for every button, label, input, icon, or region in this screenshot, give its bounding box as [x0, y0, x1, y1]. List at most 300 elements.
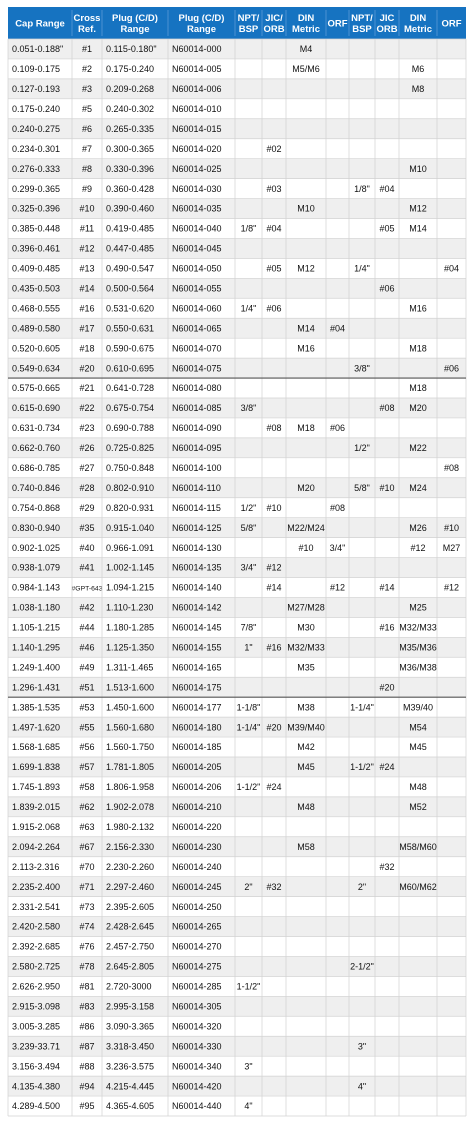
cell-plug-range-part: N60014-100	[172, 463, 222, 474]
cell-cross-ref: #70	[79, 861, 95, 872]
table-row	[8, 976, 466, 996]
cell-plug-range-part: N60014-145	[172, 622, 222, 633]
cell-din-metric: M20	[297, 482, 315, 493]
row-background	[8, 438, 466, 458]
cell-orf-2: #10	[443, 522, 460, 533]
table-row	[8, 199, 466, 219]
cell-din-metric-2: M54	[409, 722, 427, 733]
cell-cross-ref: #58	[79, 782, 95, 793]
row-background	[8, 637, 466, 657]
cell-jic-orb-2: #04	[379, 183, 395, 194]
table-row	[8, 597, 466, 617]
cell-cap-range: 0.575-0.665	[12, 383, 61, 394]
cell-plug-range-part: N60014-015	[172, 123, 222, 134]
cell-cross-ref: #51	[79, 682, 95, 693]
row-background	[8, 917, 466, 937]
row-background	[8, 398, 466, 418]
cell-din-metric-2: M18	[409, 343, 427, 354]
cell-cap-range: 1.915-2.068	[12, 822, 61, 833]
cell-plug-range-part: N60014-285	[172, 981, 222, 992]
table-row	[8, 238, 466, 258]
cell-cap-range: 0.109-0.175	[12, 64, 61, 75]
cell-plug-range: 0.915-1.040	[106, 522, 155, 533]
cell-cross-ref: #81	[79, 981, 95, 992]
cell-plug-range-part: N60014-055	[172, 283, 222, 294]
table-row	[8, 358, 466, 378]
cell-cross-ref: #8	[81, 163, 93, 174]
cell-plug-range-part: N60014-270	[172, 941, 222, 952]
cell-npt-bsp-2: 3"	[357, 1041, 367, 1052]
cell-plug-range-part: N60014-265	[172, 921, 222, 932]
cell-cross-ref: #88	[79, 1061, 95, 1072]
cell-npt-bsp-2: 1/2"	[354, 443, 370, 454]
cell-din-metric-2: M25	[409, 602, 427, 613]
header-orf	[327, 19, 347, 30]
table-row	[8, 119, 466, 139]
cell-cap-range: 0.127-0.193	[12, 84, 61, 95]
header-text: Ref.	[78, 24, 96, 35]
table-row	[8, 578, 466, 598]
cell-cap-range: 1.038-1.180	[12, 602, 61, 613]
table-row	[8, 737, 466, 757]
cell-cross-ref: #3	[81, 84, 93, 95]
cell-plug-range: 0.690-0.788	[106, 423, 155, 434]
header-npt-bsp	[238, 13, 260, 35]
cell-cross-ref: #35	[79, 522, 95, 533]
row-background	[8, 1096, 466, 1116]
header-text: Cross	[73, 13, 101, 24]
cell-cross-ref: #40	[79, 542, 95, 553]
row-background	[8, 657, 466, 677]
cell-cap-range: 2.420-2.580	[12, 921, 61, 932]
header-text: Metric	[404, 24, 432, 35]
row-background	[8, 199, 466, 219]
cell-cross-ref: #23	[79, 423, 95, 434]
table-row	[8, 179, 466, 199]
cell-plug-range-part: N60014-250	[172, 901, 222, 912]
cell-din-metric-2: M16	[409, 303, 427, 314]
row-background	[8, 797, 466, 817]
cell-plug-range: 2.457-2.750	[106, 941, 155, 952]
cell-plug-range-part: N60014-005	[172, 64, 222, 75]
table-row	[8, 697, 466, 717]
cell-cross-ref: #11	[79, 223, 95, 234]
header-npt-bsp-2	[351, 13, 373, 35]
cell-cross-ref: #1	[81, 44, 93, 55]
cell-cross-ref: #56	[79, 742, 95, 753]
row-background	[8, 258, 466, 278]
row-background	[8, 358, 466, 378]
row-background	[8, 418, 466, 438]
row-background	[8, 597, 466, 617]
cell-plug-range: 1.110-1.230	[106, 602, 154, 613]
cell-cap-range: 1.699-1.838	[12, 762, 61, 773]
cell-din-metric-2: M10	[409, 163, 427, 174]
cell-npt-bsp: 1-1/4"	[236, 722, 261, 733]
cell-cap-range: 0.299-0.365	[12, 183, 61, 194]
cell-din-metric-2: M45	[409, 742, 427, 753]
cell-plug-range-part: N60014-220	[172, 822, 222, 833]
cell-din-metric-2: M35/M36	[399, 642, 437, 653]
cell-plug-range: 1.902-2.078	[106, 802, 155, 813]
cell-plug-range: 1.560-1.680	[106, 722, 155, 733]
row-background	[8, 1076, 466, 1096]
cell-din-metric-2: M48	[409, 782, 427, 793]
row-background	[8, 338, 466, 358]
row-background	[8, 119, 466, 139]
row-background	[8, 817, 466, 837]
cell-din-metric: M35	[297, 662, 315, 673]
cell-npt-bsp: 1-1/2"	[236, 782, 261, 793]
header-text: BSP	[352, 24, 372, 35]
cell-plug-range: 0.550-0.631	[106, 323, 155, 334]
row-background	[8, 378, 466, 398]
cell-jic-orb: #05	[266, 263, 282, 274]
cell-plug-range: 1.311-1.465	[106, 662, 154, 673]
row-background	[8, 558, 466, 578]
cell-plug-range-part: N60014-125	[172, 522, 222, 533]
cell-npt-bsp-2: 1-1/2"	[350, 762, 374, 773]
header-text: ORB	[263, 24, 285, 35]
cell-plug-range: 2.720-3000	[106, 981, 152, 992]
table-row	[8, 996, 466, 1016]
table-row	[8, 79, 466, 99]
cell-plug-range-part: N60014-420	[172, 1081, 222, 1092]
table-row	[8, 837, 466, 857]
cell-plug-range: 1.806-1.958	[106, 782, 155, 793]
cell-cross-ref: #42	[79, 602, 95, 613]
cell-jic-orb: #32	[266, 881, 282, 892]
cell-plug-range: 0.966-1.091	[106, 542, 155, 553]
cell-plug-range: 0.330-0.396	[106, 163, 155, 174]
cell-jic-orb-2: #06	[379, 283, 395, 294]
cell-cross-ref: #28	[79, 482, 95, 493]
cell-cap-range: 0.175-0.240	[12, 104, 61, 115]
cell-plug-range: 0.115-0.180"	[106, 44, 157, 55]
cell-cap-range: 1.105-1.215	[12, 622, 61, 633]
header-cap-range	[15, 19, 65, 30]
cell-cap-range: 0.686-0.785	[12, 463, 61, 474]
cell-cap-range: 1.385-1.535	[12, 702, 61, 713]
cell-cross-ref: #14	[79, 283, 95, 294]
cell-cross-ref: #86	[79, 1021, 95, 1032]
cell-cap-range: 0.385-0.448	[12, 223, 61, 234]
cell-cross-ref: #21	[79, 383, 95, 394]
cell-plug-range: 1.094-1.215	[106, 582, 155, 593]
row-background	[8, 617, 466, 637]
cell-din-metric: M32/M33	[287, 642, 325, 653]
cell-cap-range: 2.580-2.725	[12, 961, 61, 972]
cell-din-metric: M22/M24	[287, 522, 325, 533]
cell-plug-range: 3.318-3.450	[106, 1041, 155, 1052]
table-row	[8, 757, 466, 777]
cell-plug-range-part: N60014-205	[172, 762, 222, 773]
row-background	[8, 179, 466, 199]
cell-cross-ref: #78	[79, 961, 95, 972]
cell-plug-range: 0.725-0.825	[106, 443, 155, 454]
cell-plug-range: 1.560-1.750	[106, 742, 155, 753]
cell-cross-ref: #46	[79, 642, 95, 653]
cell-orf: 3/4"	[329, 542, 346, 553]
cell-jic-orb: #04	[266, 223, 282, 234]
cell-plug-range: 0.675-0.754	[106, 403, 155, 414]
cell-cross-ref: #41	[79, 562, 95, 573]
row-background	[8, 278, 466, 298]
cell-plug-range-part: N60014-320	[172, 1021, 222, 1032]
cell-cross-ref: #83	[79, 1001, 95, 1012]
header-text: DIN	[297, 13, 315, 24]
cell-cap-range: 0.468-0.555	[12, 303, 61, 314]
cell-cross-ref: #20	[79, 363, 95, 374]
cell-cap-range: 0.520-0.605	[12, 343, 61, 354]
cell-npt-bsp: 1/8"	[240, 223, 257, 234]
cell-jic-orb: #12	[266, 562, 282, 573]
cell-plug-range-part: N60014-045	[172, 243, 222, 254]
cell-plug-range: 0.590-0.675	[106, 343, 155, 354]
cell-npt-bsp-2: 1-1/4"	[350, 702, 374, 713]
cell-plug-range-part: N60014-020	[172, 143, 222, 154]
table-row	[8, 797, 466, 817]
cell-cross-ref: #53	[79, 702, 95, 713]
cell-plug-range: 2.230-2.260	[106, 861, 155, 872]
cell-din-metric: M38	[297, 702, 315, 713]
header-text: ORB	[376, 24, 398, 35]
cell-plug-range: 2.428-2.645	[106, 921, 155, 932]
cell-plug-range-part: N60014-140	[172, 582, 222, 593]
cell-din-metric-2: M20	[409, 403, 427, 414]
cell-cap-range: 1.497-1.620	[12, 722, 61, 733]
cell-plug-range-part: N60014-130	[172, 542, 222, 553]
cell-cap-range: 0.830-0.940	[12, 522, 61, 533]
cell-plug-range: 2.645-2.805	[106, 961, 155, 972]
cell-plug-range: 0.610-0.695	[106, 363, 155, 374]
table-row	[8, 398, 466, 418]
cell-cap-range: 0.984-1.143	[12, 582, 61, 593]
cell-cross-ref: #26	[79, 443, 95, 454]
cell-plug-range: 2.156-2.330	[106, 841, 155, 852]
cell-cap-range: 2.626-2.950	[12, 981, 61, 992]
cell-cross-ref: #73	[79, 901, 95, 912]
table-row	[8, 1056, 466, 1076]
header-text: BSP	[238, 24, 259, 35]
cell-cap-range: 2.094-2.264	[12, 841, 61, 852]
cell-plug-range: 0.820-0.931	[106, 502, 155, 513]
table-row	[8, 99, 466, 119]
table-row	[8, 558, 466, 578]
row-background	[8, 39, 466, 59]
header-orf-2	[441, 19, 461, 30]
cell-cap-range: 0.489-0.580	[12, 323, 61, 334]
cell-din-metric: M5/M6	[292, 64, 320, 75]
row-background	[8, 139, 466, 159]
cell-jic-orb: #02	[266, 143, 282, 154]
cell-din-metric-2: M58/M60	[399, 841, 437, 852]
table-row	[8, 378, 466, 398]
cell-npt-bsp-2: 3/8"	[354, 363, 370, 374]
cell-plug-range: 0.209-0.268	[106, 84, 155, 95]
table-row	[8, 817, 466, 837]
cell-npt-bsp: 1-1/2"	[236, 981, 261, 992]
cell-cross-ref: #74	[79, 921, 95, 932]
row-background	[8, 857, 466, 877]
cell-din-metric: #10	[298, 542, 314, 553]
header-text: Plug (C/D)	[112, 13, 158, 24]
cell-din-metric: M39/M40	[287, 722, 325, 733]
cell-plug-range-part: N60014-175	[172, 682, 222, 693]
cell-npt-bsp: 3/8"	[240, 403, 257, 414]
cell-npt-bsp-2: 1/4"	[354, 263, 370, 274]
cell-npt-bsp: 1"	[244, 642, 253, 653]
cell-npt-bsp: 7/8"	[240, 622, 257, 633]
cell-din-metric-2: M60/M62	[399, 881, 437, 892]
cell-plug-range: 3.236-3.575	[106, 1061, 155, 1072]
table-row	[8, 298, 466, 318]
cell-cap-range: 0.902-1.025	[12, 542, 61, 553]
cell-cross-ref: #9	[81, 183, 93, 194]
table-row	[8, 498, 466, 518]
cell-din-metric-2: M6	[411, 64, 425, 75]
table-row	[8, 159, 466, 179]
cell-din-metric: M4	[299, 44, 313, 55]
table-row	[8, 956, 466, 976]
cell-plug-range: 0.490-0.547	[106, 263, 155, 274]
header-text: JIC/	[265, 13, 283, 24]
cell-cap-range: 4.289-4.500	[12, 1101, 61, 1112]
cell-din-metric: M16	[297, 343, 315, 354]
header-text: Range	[186, 24, 217, 35]
cell-plug-range: 4.365-4.605	[106, 1101, 155, 1112]
row-background	[8, 159, 466, 179]
cell-cross-ref: #10	[79, 203, 95, 214]
row-background	[8, 219, 466, 239]
cell-npt-bsp: 5/8"	[240, 522, 257, 533]
cell-plug-range: 1.180-1.285	[106, 622, 155, 633]
row-background	[8, 458, 466, 478]
cell-npt-bsp-2: 4"	[357, 1081, 367, 1092]
table-row	[8, 917, 466, 937]
table-row	[8, 39, 466, 59]
row-background	[8, 996, 466, 1016]
cell-jic-orb-2: #20	[379, 682, 395, 693]
cell-plug-range: 0.447-0.485	[106, 243, 155, 254]
cell-cap-range: 1.568-1.685	[12, 742, 61, 753]
cell-cross-ref: #13	[79, 263, 95, 274]
table-row	[8, 338, 466, 358]
table-row	[8, 418, 466, 438]
cell-din-metric: M14	[297, 323, 315, 334]
row-background	[8, 737, 466, 757]
cell-cap-range: 0.938-1.079	[12, 562, 61, 573]
cell-din-metric: M48	[297, 802, 315, 813]
cell-cap-range: 0.754-0.868	[12, 502, 61, 513]
cell-plug-range: 0.641-0.728	[106, 383, 155, 394]
cell-jic-orb: #06	[266, 303, 282, 314]
cell-din-metric: M10	[297, 203, 315, 214]
header-jic-orb	[263, 13, 284, 35]
cell-plug-range-part: N60014-080	[172, 383, 222, 394]
table-row	[8, 258, 466, 278]
row-background	[8, 478, 466, 498]
cell-cap-range: 4.135-4.380	[12, 1081, 61, 1092]
table-row	[8, 637, 466, 657]
cell-plug-range-part: N60014-142	[172, 602, 222, 613]
cell-plug-range: 1.002-1.145	[106, 562, 155, 573]
row-background	[8, 238, 466, 258]
cell-npt-bsp: 1/2"	[240, 502, 257, 513]
cell-plug-range-part: N60014-177	[172, 702, 222, 713]
cell-plug-range: 1.125-1.350	[106, 642, 155, 653]
cell-plug-range: 0.240-0.302	[106, 104, 155, 115]
cell-din-metric-2: M52	[409, 802, 427, 813]
cell-din-metric-2: M36/M38	[399, 662, 437, 673]
cell-npt-bsp-2: 2"	[357, 881, 367, 892]
cell-plug-range: 2.297-2.460	[106, 881, 155, 892]
row-background	[8, 1016, 466, 1036]
cell-plug-range-part: N60014-245	[172, 881, 222, 892]
row-background	[8, 1056, 466, 1076]
cell-cross-ref: #6	[81, 123, 93, 134]
cell-din-metric: M18	[297, 423, 315, 434]
cell-cross-ref: #16	[79, 303, 95, 314]
cell-din-metric-2: M24	[409, 482, 427, 493]
cell-plug-range-part: N60014-275	[172, 961, 222, 972]
cell-plug-range-part: N60014-206	[172, 782, 222, 793]
cell-jic-orb-2: #24	[379, 762, 395, 773]
cell-plug-range: 2.995-3.158	[106, 1001, 155, 1012]
cell-cap-range: 0.276-0.333	[12, 163, 61, 174]
header-text: NPT/	[237, 13, 260, 24]
cell-plug-range-part: N60014-135	[172, 562, 222, 573]
cell-plug-range-part: N60014-240	[172, 861, 222, 872]
cell-cap-range: 2.392-2.685	[12, 941, 61, 952]
cell-plug-range-part: N60014-110	[172, 482, 221, 493]
cell-cap-range: 0.631-0.734	[12, 423, 61, 434]
row-background	[8, 59, 466, 79]
cell-plug-range-part: N60014-340	[172, 1061, 222, 1072]
row-background	[8, 498, 466, 518]
cell-din-metric-2: M32/M33	[399, 622, 437, 633]
cell-cross-ref: #5	[81, 104, 93, 115]
cell-jic-orb: #08	[266, 423, 282, 434]
cell-npt-bsp-2: 5/8"	[354, 482, 370, 493]
cell-npt-bsp: 3"	[244, 1061, 253, 1072]
cell-cross-ref: #7	[81, 143, 93, 154]
cell-jic-orb-2: #05	[379, 223, 395, 234]
cell-plug-range-part: N60014-185	[172, 742, 222, 753]
cell-cross-ref: #55	[79, 722, 95, 733]
row-background	[8, 79, 466, 99]
cell-cap-range: 0.051-0.188"	[12, 44, 64, 55]
cell-cap-range: 0.396-0.461	[12, 243, 61, 254]
cell-din-metric-2: M39/40	[402, 702, 434, 713]
cell-plug-range: 0.531-0.620	[106, 303, 155, 314]
cell-npt-bsp-2: 1/8"	[354, 183, 370, 194]
cell-cross-ref: #18	[79, 343, 95, 354]
table-row	[8, 278, 466, 298]
header-text: Metric	[292, 24, 320, 35]
cell-jic-orb-2: #32	[379, 861, 395, 872]
cell-cross-ref: #94	[79, 1081, 95, 1092]
cell-orf-2: #08	[443, 463, 460, 474]
row-background	[8, 837, 466, 857]
row-background	[8, 937, 466, 957]
row-background	[8, 757, 466, 777]
table-row	[8, 438, 466, 458]
cell-plug-range: 1.450-1.600	[106, 702, 155, 713]
row-background	[8, 956, 466, 976]
cell-din-metric: M58	[297, 841, 315, 852]
cell-plug-range-part: N60014-060	[172, 303, 222, 314]
